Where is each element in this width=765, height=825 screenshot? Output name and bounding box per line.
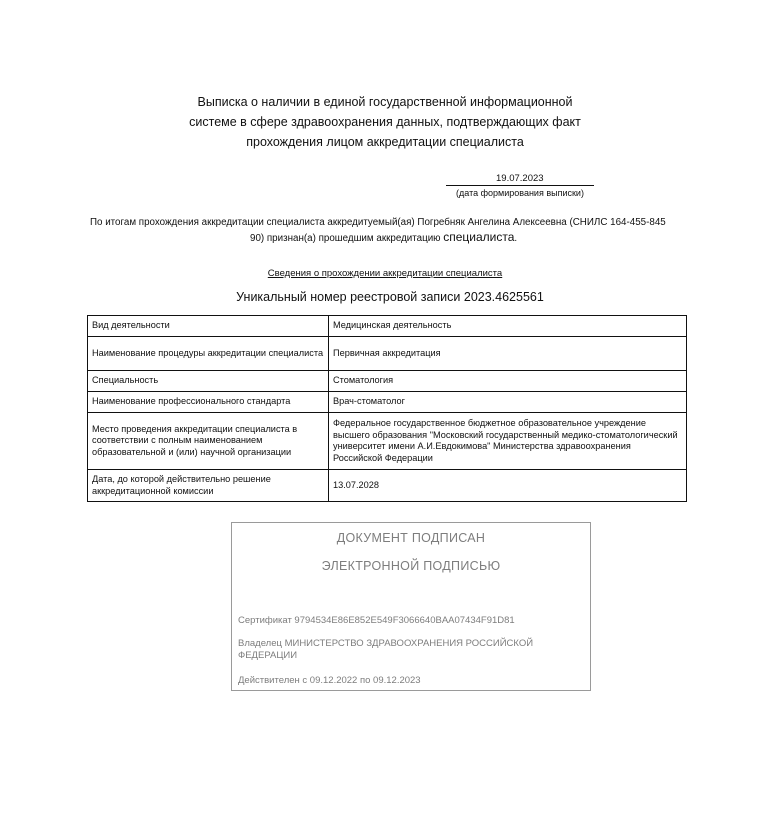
intro-line-2-emphasis: специалиста xyxy=(443,230,515,244)
table-key: Вид деятельности xyxy=(88,316,329,337)
table-key: Наименование процедуры аккредитации специалиста xyxy=(88,337,329,371)
table-value: Врач-стоматолог xyxy=(329,392,687,413)
registry-number: Уникальный номер реестровой записи 2023.4625561 xyxy=(236,290,544,304)
table-value: 13.07.2028 xyxy=(329,470,687,502)
intro-line-2-prefix: 90) признан(а) прошедшим аккредитацию xyxy=(250,233,444,244)
intro-line-2 xyxy=(90,230,690,246)
table-key: Дата, до которой действительно решение аккредитационной комиссии xyxy=(88,470,329,502)
table-row xyxy=(88,392,687,413)
accreditation-table xyxy=(87,315,687,502)
date-block xyxy=(446,173,594,198)
table-value: Медицинская деятельность xyxy=(329,316,687,337)
intro-line-2-suffix: . xyxy=(514,233,518,244)
document-title xyxy=(170,92,600,152)
title-line-3: прохождения лицом аккредитации специалиста xyxy=(246,135,524,149)
intro-line-1: По итогам прохождения аккредитации специалиста аккредитуемый(ая) Погребняк Ангелина Алексеевна (СНИЛС 164-455-845 xyxy=(90,217,666,228)
table-row xyxy=(88,337,687,371)
stamp-validity: Действителен с 09.12.2022 по 09.12.2023 xyxy=(238,675,421,686)
table-value: Федеральное государственное бюджетное образовательное учреждение высшего образования "Московский государственный медико-стоматологический университет имени А.И.Евдокимова" Министерства здравоохранения Российской Федерации xyxy=(329,413,687,470)
table-key: Специальность xyxy=(88,371,329,392)
title-line-2: системе в сфере здравоохранения данных, подтверждающих факт xyxy=(189,115,581,129)
stamp-line-2: ЭЛЕКТРОННОЙ ПОДПИСЬЮ xyxy=(321,559,501,573)
electronic-signature-stamp xyxy=(231,522,591,691)
table-value: Первичная аккредитация xyxy=(329,337,687,371)
issue-date: 19.07.2023 xyxy=(446,173,594,186)
stamp-line-1: ДОКУМЕНТ ПОДПИСАН xyxy=(336,531,486,545)
table-row xyxy=(88,470,687,502)
table-row xyxy=(88,413,687,470)
table-key: Наименование профессионального стандарта xyxy=(88,392,329,413)
stamp-certificate: Сертификат 9794534E86E852E549F3066640BAA07434F91D81 xyxy=(238,615,515,626)
table-row xyxy=(88,371,687,392)
stamp-owner: Владелец МИНИСТЕРСТВО ЗДРАВООХРАНЕНИЯ РОССИЙСКОЙ ФЕДЕРАЦИИ xyxy=(238,638,534,661)
table-row xyxy=(88,316,687,337)
section-title: Сведения о прохождении аккредитации специалиста xyxy=(267,268,503,279)
issue-date-caption: (дата формирования выписки) xyxy=(456,188,584,198)
title-line-1: Выписка о наличии в единой государственной информационной xyxy=(197,95,573,109)
intro-paragraph xyxy=(90,216,690,246)
table-key: Место проведения аккредитации специалиста в соответствии с полным наименованием образовательной и (или) научной организации xyxy=(88,413,329,470)
table-value: Стоматология xyxy=(329,371,687,392)
